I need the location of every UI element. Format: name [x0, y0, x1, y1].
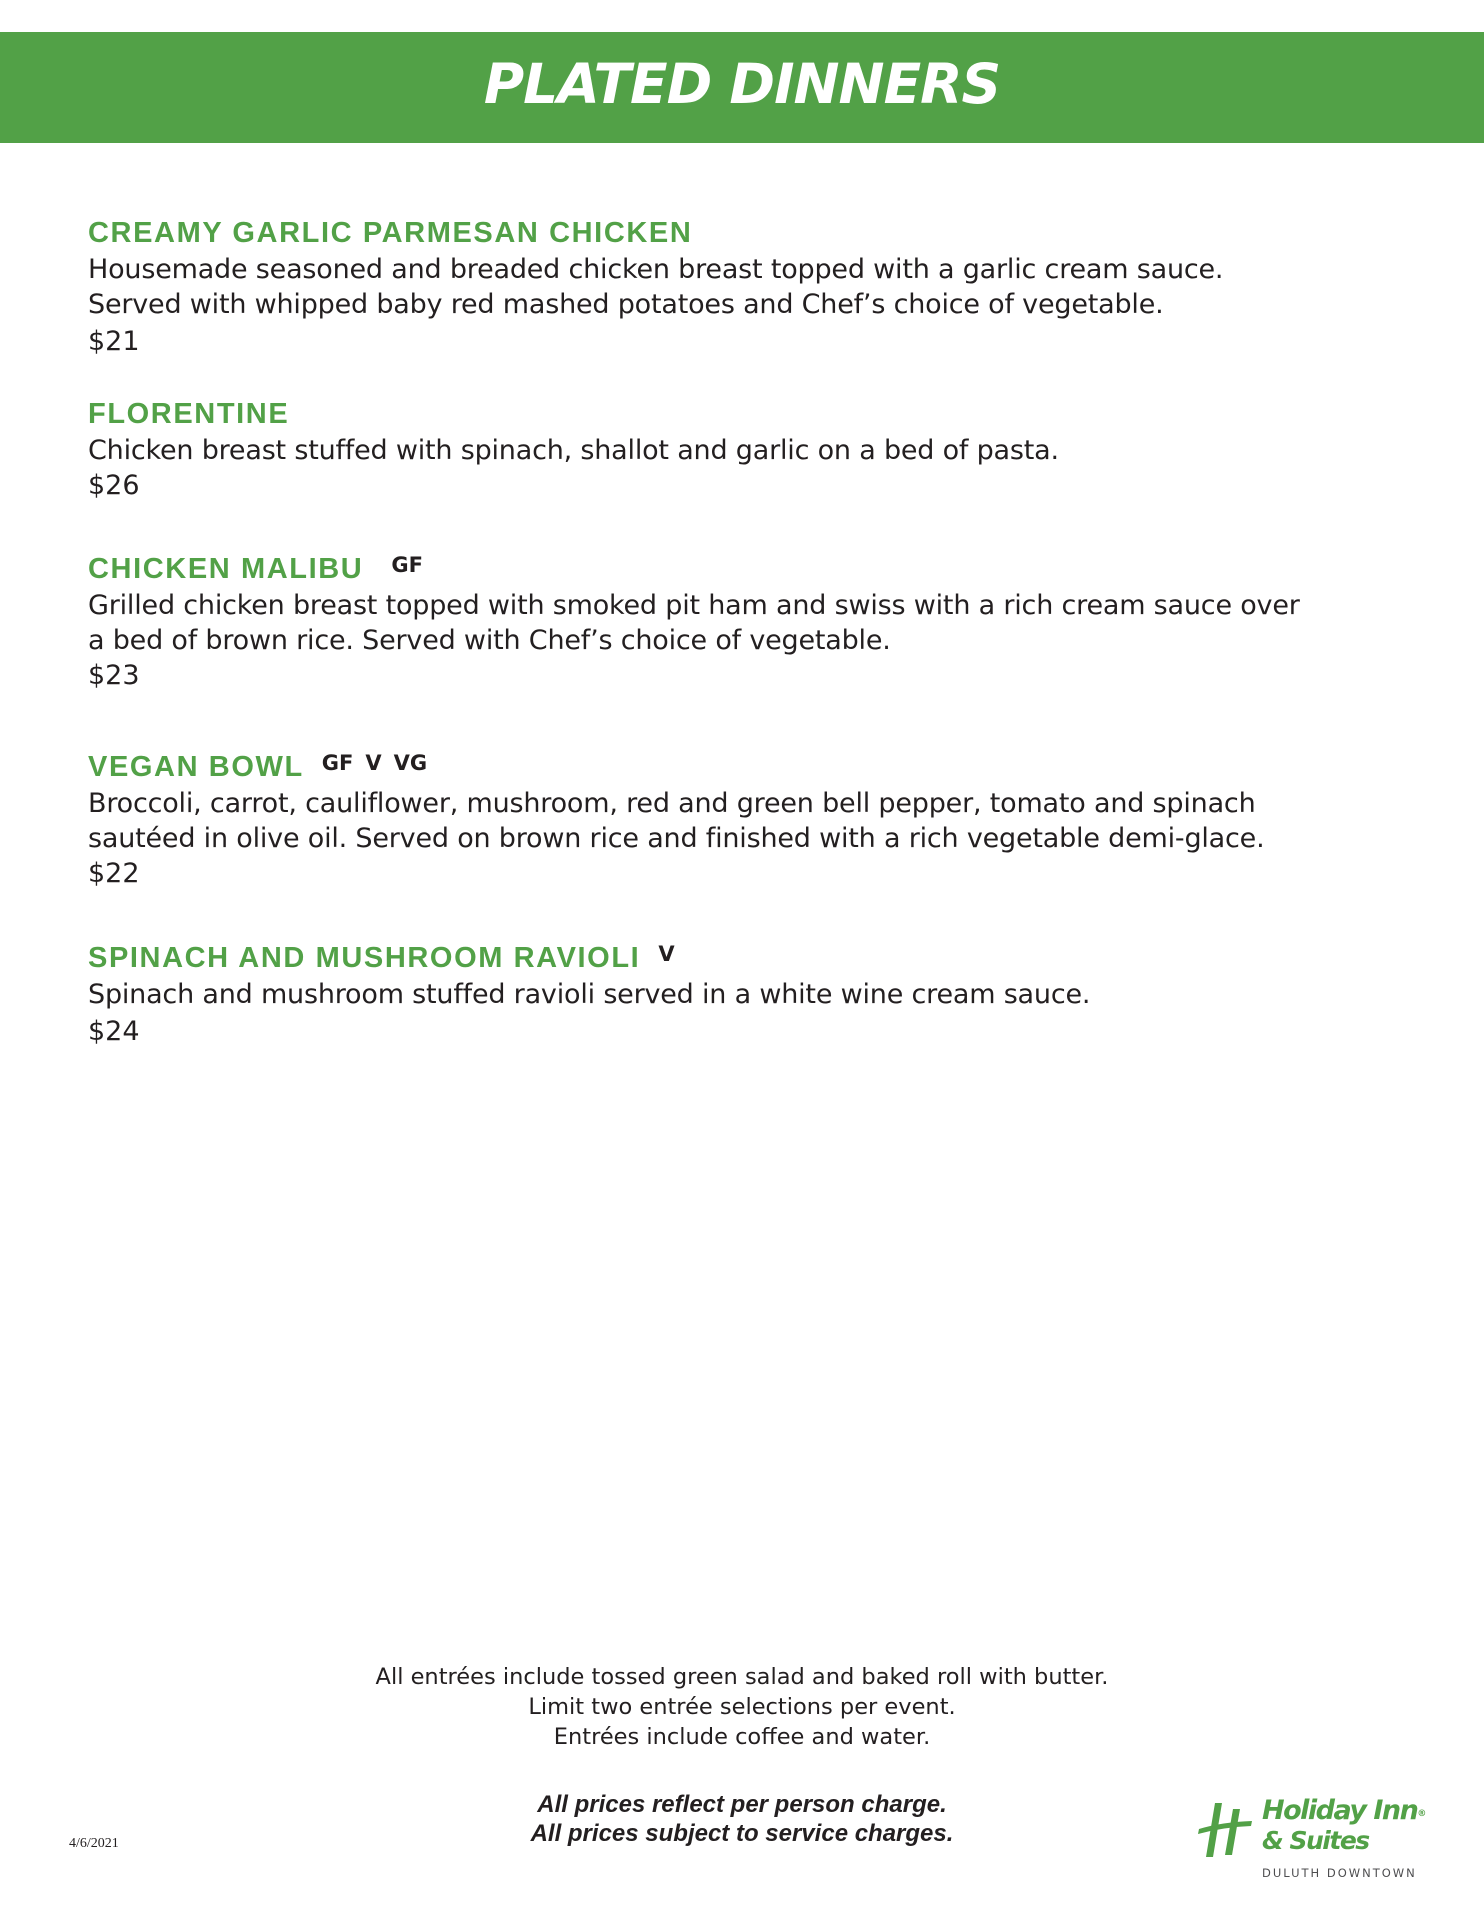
page-title: PLATED DINNERS: [483, 52, 1001, 116]
description-line: Chicken breast stuffed with spinach, shallot and garlic on a bed of pasta.: [88, 435, 1059, 466]
menu-item-name: CHICKEN MALIBU: [88, 553, 364, 585]
dietary-tag-v: V: [658, 942, 675, 966]
document-date: 4/6/2021: [69, 1836, 119, 1851]
menu-item-heading: [88, 396, 1408, 432]
dietary-tags: [391, 553, 423, 577]
menu-item: [88, 749, 1408, 892]
dietary-tag-vg: VG: [393, 751, 428, 775]
menu-item-price: $21: [88, 326, 140, 357]
menu-item-name: CREAMY GARLIC PARMESAN CHICKEN: [88, 217, 693, 249]
description-line: a bed of brown rice. Served with Chef’s choice of vegetable.: [88, 625, 891, 656]
dietary-tag-gf: GF: [391, 553, 423, 577]
menu-item: [88, 215, 1408, 360]
menu-item-description: [88, 588, 1408, 658]
menu-item-price: $22: [88, 858, 140, 889]
description-line: sautéed in olive oil. Served on brown rice and finished with a rich vegetable demi-glace.: [88, 823, 1265, 854]
description-line: Housemade seasoned and breaded chicken breast topped with a garlic cream sauce.: [88, 254, 1224, 285]
holiday-inn-h-logo-icon: [1196, 1799, 1256, 1861]
menu-item-description: [88, 786, 1408, 856]
dietary-tags: [658, 942, 674, 966]
menu-item-heading: [88, 551, 1408, 587]
footer-note: All entrées include tossed green salad and baked roll with butter.: [375, 1664, 1109, 1690]
pricing-note: All prices reflect per person charge.: [537, 1791, 947, 1818]
menu-item: [88, 396, 1408, 504]
menu-item-name: VEGAN BOWL: [88, 751, 304, 783]
menu-item-description: [88, 977, 1408, 1012]
menu-item-price: $24: [88, 1016, 140, 1047]
description-line: Grilled chicken breast topped with smoked pit ham and swiss with a rich cream sauce over: [88, 590, 1300, 621]
logo-suites: & Suites: [1262, 1826, 1369, 1855]
logo-wordmark: Holiday Inn®: [1262, 1795, 1427, 1826]
menu-item-price: $26: [88, 470, 140, 501]
dietary-tag-v: V: [365, 751, 382, 775]
description-line: Spinach and mushroom stuffed ravioli served in a white wine cream sauce.: [88, 979, 1091, 1010]
menu-item-heading: [88, 749, 1408, 785]
description-line: Broccoli, carrot, cauliflower, mushroom, red and green bell pepper, tomato and spinach: [88, 788, 1256, 819]
menu-item-heading: [88, 215, 1408, 251]
menu-item-heading: [88, 940, 1408, 976]
dietary-tag-gf: GF: [321, 751, 354, 775]
footer-notes: [0, 1662, 1484, 1752]
menu-item-price: $23: [88, 660, 140, 691]
menu-item-name: SPINACH AND MUSHROOM RAVIOLI: [88, 942, 641, 974]
footer-note: Entrées include coffee and water.: [553, 1724, 931, 1750]
holiday-inn-logo: [1196, 1795, 1427, 1885]
menu-item: [88, 551, 1408, 694]
description-line: Served with whipped baby red mashed potatoes and Chef’s choice of vegetable.: [88, 289, 1164, 320]
menu-item-description: [88, 433, 1408, 468]
menu-item: [88, 940, 1408, 1050]
logo-location: DULUTH DOWNTOWN: [1262, 1866, 1417, 1880]
menu-item-name: FLORENTINE: [88, 398, 290, 430]
footer-note: Limit two entrée selections per event.: [528, 1694, 956, 1720]
pricing-note: All prices subject to service charges.: [530, 1820, 954, 1847]
dietary-tags: [322, 751, 427, 775]
menu-item-description: [88, 252, 1408, 322]
